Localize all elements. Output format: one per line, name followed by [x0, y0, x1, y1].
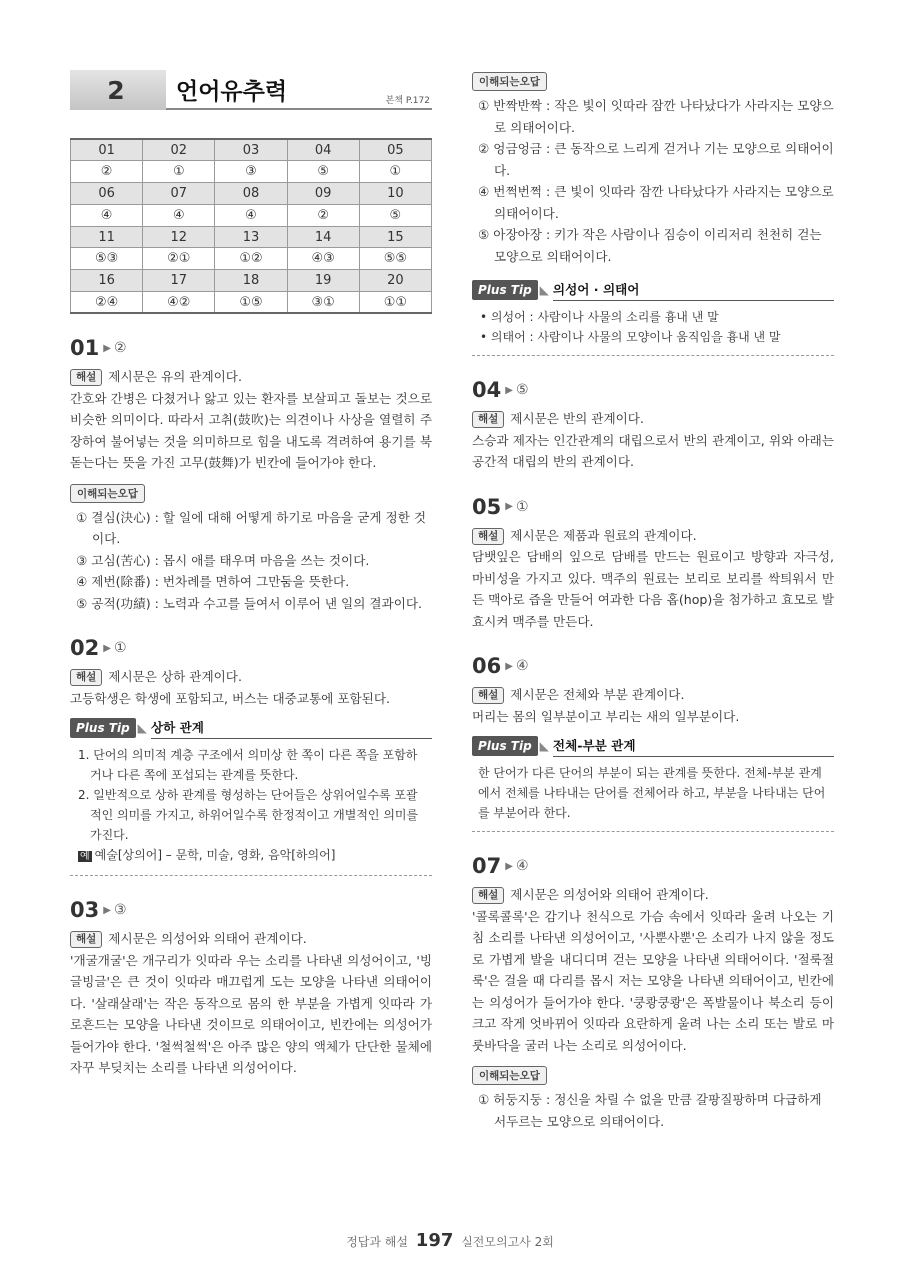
explanation-body: 고등학생은 학생에 포함되고, 버스는 대중교통에 포함된다.	[70, 690, 390, 706]
question-number-label: 06	[472, 654, 502, 678]
answer-cell: ①	[143, 161, 215, 183]
question-header-06	[472, 654, 834, 678]
plus-tip-body	[472, 301, 834, 356]
explanation-body: 머리는 몸의 일부분이고 부리는 새의 일부분이다.	[472, 708, 740, 724]
explanation-summary: 제시문은 상하 관계이다.	[108, 669, 242, 685]
explanation-badge: 해설	[472, 411, 504, 428]
answer-cell: ①②	[215, 248, 287, 270]
question-number: 02	[143, 139, 215, 161]
answer-cell: ①	[359, 161, 431, 183]
explanation-body: 담뱃잎은 담배의 잎으로 담배를 만드는 원료이고 방향과 자극성, 마비성을 가지고 있다. 맥주의 원료는 보리로 보리를 싹틔워서 만든 맥아로 즙을 만들어 여과한 다음 홉(hop)을 첨가하고 효모로 발효시켜 맥주를 만든다.	[472, 549, 834, 629]
section-title: 언어유추력	[166, 70, 432, 110]
explanation-badge: 해설	[472, 887, 504, 904]
arrow-icon: ▶	[103, 642, 111, 654]
wrong-answer-badge: 이해되는오답	[472, 72, 547, 91]
table-row	[71, 161, 432, 183]
explanation-body: 간호와 간병은 다쳤거나 앓고 있는 환자를 보살피고 돌보는 것으로 비슷한 의미이다. 따라서 고취(鼓吹)는 의견이나 사상을 열렬히 주장하여 불어넣는 것을 의미하므로 힘을 내도록 격려하여 용기를 북돋는다는 뜻을 가진 고무(鼓舞)가 빈칸에 들어가야 한다.	[70, 390, 432, 471]
arrow-icon: ▶	[103, 342, 111, 354]
question-number-label: 05	[472, 494, 502, 519]
question-answer: ①	[113, 640, 127, 657]
answer-cell: ⑤	[287, 161, 359, 183]
plus-tip-header	[70, 717, 432, 739]
question-answer: ②	[113, 340, 127, 357]
wrong-answer-item: ① 반짝반짝 : 작은 빛이 잇따라 잠깐 나타났다가 사라지는 모양으로 의태어이다.	[478, 98, 834, 135]
wrong-answer-item: ② 엉금엉금 : 큰 동작으로 느리게 걷거나 기는 모양으로 의태어이다.	[478, 141, 834, 178]
table-row	[71, 139, 432, 161]
footer-right: 실전모의고사 2회	[461, 1235, 554, 1249]
answer-cell: ④	[215, 204, 287, 226]
answer-cell: ③	[215, 161, 287, 183]
explanation-badge: 해설	[70, 369, 102, 386]
wrong-answer-item: ④ 제번(除番) : 번차례를 면하여 그만둠을 뜻한다.	[76, 574, 350, 590]
explanation-lead	[472, 408, 834, 430]
question-number: 15	[359, 226, 431, 248]
question-header-02	[70, 636, 432, 660]
question-number: 14	[287, 226, 359, 248]
wrong-answer-item: ① 결심(決心) : 할 일에 대해 어떻게 하기로 마음을 굳게 정한 것이다.	[76, 509, 427, 547]
answer-cell: ④②	[143, 292, 215, 314]
explanation-badge: 해설	[472, 687, 504, 704]
question-answer: ①	[515, 498, 529, 515]
answer-cell: ③①	[287, 292, 359, 314]
question-number: 10	[359, 183, 431, 205]
explanation-summary: 제시문은 전체와 부분 관계이다.	[510, 687, 685, 702]
answer-cell: ⑤③	[71, 248, 143, 270]
plus-tip-box	[472, 735, 834, 832]
footer-left: 정답과 해설	[346, 1235, 408, 1249]
question-answer: ④	[515, 658, 529, 674]
wrong-answer-item: ③ 고심(苦心) : 몹시 애를 태우며 마음을 쓰는 것이다.	[76, 552, 370, 568]
question-number-label: 04	[472, 378, 502, 402]
page-number: 197	[415, 1230, 454, 1251]
tip-line: • 의성어 : 사람이나 사물의 소리를 흉내 낸 말	[480, 310, 719, 324]
question-number-label: 03	[70, 898, 100, 923]
section-header	[70, 70, 432, 110]
tip-line: 한 단어가 다른 단어의 부분이 되는 관계를 뜻한다. 전체-부분 관계에서 전체를 나타내는 단어를 전체어라 하고, 부분을 나타내는 단어를 부분어라 한다.	[478, 766, 826, 820]
plus-tip-header	[472, 735, 834, 757]
wrong-answer-item: ⑤ 아장아장 : 키가 작은 사람이나 짐승이 이리저리 천천히 걷는 모양으로 의태어이다.	[478, 227, 822, 264]
section-page-ref: 본책 P.172	[385, 96, 430, 106]
question-number: 17	[143, 270, 215, 292]
left-column	[70, 70, 432, 1079]
explanation-summary: 제시문은 제품과 원료의 관계이다.	[510, 527, 697, 543]
table-row	[71, 226, 432, 248]
question-header-04	[472, 378, 834, 402]
plus-tip-title: 의성어 · 의태어	[553, 279, 834, 301]
question-number: 08	[215, 183, 287, 205]
explanation-lead	[70, 366, 432, 388]
plus-tip-logo: Plus Tip	[70, 718, 136, 738]
table-row	[71, 248, 432, 270]
table-row	[71, 204, 432, 226]
plus-tip-box	[472, 279, 834, 356]
answer-cell: ②	[287, 204, 359, 226]
plus-tip-title: 상하 관계	[151, 717, 432, 739]
explanation-badge: 해설	[70, 931, 102, 948]
question-number: 11	[71, 226, 143, 248]
question-answer: ④	[515, 858, 529, 874]
question-number-label: 02	[70, 636, 100, 661]
tip-example	[76, 845, 426, 867]
tip-slash-icon: ◣	[137, 721, 147, 736]
question-number: 05	[359, 139, 431, 161]
explanation-lead	[472, 525, 834, 547]
question-number: 09	[287, 183, 359, 205]
tip-line: • 의태어 : 사람이나 사물의 모양이나 움직임을 흉내 낸 말	[480, 330, 781, 344]
question-number: 16	[71, 270, 143, 292]
plus-tip-logo: Plus Tip	[472, 736, 538, 756]
answer-cell: ①⑤	[215, 292, 287, 314]
explanation-summary: 제시문은 유의 관계이다.	[108, 369, 242, 385]
explanation-summary: 제시문은 의성어와 의태어 관계이다.	[108, 931, 307, 947]
right-column	[472, 70, 834, 1132]
wrong-answer-badge: 이해되는오답	[70, 484, 145, 503]
question-number-label: 07	[472, 854, 502, 878]
explanation-badge: 해설	[70, 669, 102, 686]
explanation-body: '개굴개굴'은 개구리가 잇따라 우는 소리를 나타낸 의성어이고, '빙글빙글'은 큰 것이 잇따라 매끄럽게 도는 모양을 나타낸 의태어이다. '살래살래'는 작은 동작으로 몸의 한 부분을 가볍게 잇따라 가로흔드는 모양을 나타낸 것이므로 의태어이고, 빈칸에는 의성어가 들어가야 한다. '철썩철썩'은 아주 많은 양의 액체가 단단한 물체에 자꾸 부딪치는 소리를 나타낸 의성어이다.	[70, 952, 432, 1076]
answer-cell: ④③	[287, 248, 359, 270]
tip-line: 2. 일반적으로 상하 관계를 형성하는 단어들은 상위어일수록 포괄적인 의미를 가지고, 하위어일수록 한정적이고 개별적인 의미를 가진다.	[78, 788, 419, 843]
explanation-body: 스승과 제자는 인간관계의 대립으로서 반의 관계이고, 위와 아래는 공간적 대립의 반의 관계이다.	[472, 432, 834, 469]
wrong-answer-badge: 이해되는오답	[472, 1066, 547, 1085]
plus-tip-body	[472, 757, 834, 832]
plus-tip-logo: Plus Tip	[472, 280, 538, 300]
wrong-answer-item: ⑤ 공적(功績) : 노력과 수고를 들여서 이루어 낸 일의 결과이다.	[76, 595, 423, 611]
tip-slash-icon: ◣	[539, 739, 549, 753]
question-number: 01	[71, 139, 143, 161]
plus-tip-box	[70, 717, 432, 876]
answer-cell: ②①	[143, 248, 215, 270]
question-header-03	[70, 898, 432, 922]
answer-cell: ②④	[71, 292, 143, 314]
wrong-answer-item: ④ 번쩍번쩍 : 큰 빛이 잇따라 잠깐 나타났다가 사라지는 모양으로 의태어이다.	[478, 184, 834, 221]
explanation-lead	[472, 884, 834, 906]
wrong-answer-item: ① 허둥지둥 : 정신을 차릴 수 없을 만큼 갈팡질팡하며 다급하게 서두르는 모양으로 의태어이다.	[478, 1092, 822, 1129]
example-mark: 예	[80, 851, 90, 863]
arrow-icon: ▶	[505, 501, 513, 512]
arrow-icon: ▶	[103, 904, 111, 916]
question-number: 18	[215, 270, 287, 292]
arrow-icon: ▶	[505, 660, 513, 672]
plus-tip-title: 전체-부분 관계	[553, 735, 834, 757]
arrow-icon: ▶	[505, 384, 513, 396]
question-answer: ③	[113, 902, 127, 919]
question-number: 03	[215, 139, 287, 161]
answer-cell: ⑤	[359, 204, 431, 226]
explanation-lead	[70, 666, 432, 688]
explanation-body: '콜록콜록'은 감기나 천식으로 가슴 속에서 잇따라 울려 나오는 기침 소리를 나타낸 의성어이고, '사뿐사뿐'은 소리가 나지 않을 정도로 가볍게 발을 내디디며 걷는 모양을 나타낸 의태어이다. '절룩절룩'은 걸을 때 다리를 몹시 저는 모양을 나타낸 의태어이고, 빈칸에는 의성어가 들어가야 한다. '쿵쾅쿵쾅'은 폭발물이나 북소리 등이 크고 작게 엇바뀌어 잇따라 요란하게 울려 나는 소리 또는 발로 마룻바닥을 굴러 나는 소리로 의성어이다.	[472, 908, 834, 1053]
plus-tip-header	[472, 279, 834, 301]
explanation-lead	[472, 684, 834, 706]
question-header-07	[472, 854, 834, 878]
question-number-label: 01	[70, 336, 100, 361]
answer-cell: ④	[71, 204, 143, 226]
question-number: 04	[287, 139, 359, 161]
explanation-summary: 제시문은 반의 관계이다.	[510, 411, 644, 426]
answer-cell: ①①	[359, 292, 431, 314]
question-answer: ⑤	[515, 382, 529, 398]
answer-cell: ⑤⑤	[359, 248, 431, 270]
answer-table	[70, 138, 432, 314]
section-number: 2	[107, 75, 125, 105]
question-number: 13	[215, 226, 287, 248]
table-row	[71, 292, 432, 314]
page-footer	[0, 1230, 900, 1251]
question-number: 20	[359, 270, 431, 292]
question-number: 12	[143, 226, 215, 248]
answer-cell: ②	[71, 161, 143, 183]
example-text: 예술[상의어] – 문학, 미술, 영화, 음악[하의어]	[94, 848, 336, 863]
tip-slash-icon: ◣	[539, 283, 549, 297]
table-row	[71, 270, 432, 292]
explanation-badge: 해설	[472, 528, 504, 545]
plus-tip-body	[70, 739, 432, 876]
arrow-icon: ▶	[505, 860, 513, 872]
explanation-summary: 제시문은 의성어와 의태어 관계이다.	[510, 887, 709, 902]
explanation-lead	[70, 928, 432, 950]
question-header-01	[70, 336, 432, 360]
table-row	[71, 183, 432, 205]
answer-cell: ④	[143, 204, 215, 226]
tip-line: 1. 단어의 의미적 계층 구조에서 의미상 한 쪽이 다른 쪽을 포함하거나 다른 쪽에 포섭되는 관계를 뜻한다.	[78, 748, 418, 783]
question-number: 19	[287, 270, 359, 292]
question-number: 06	[71, 183, 143, 205]
question-number: 07	[143, 183, 215, 205]
question-header-05	[472, 495, 834, 519]
